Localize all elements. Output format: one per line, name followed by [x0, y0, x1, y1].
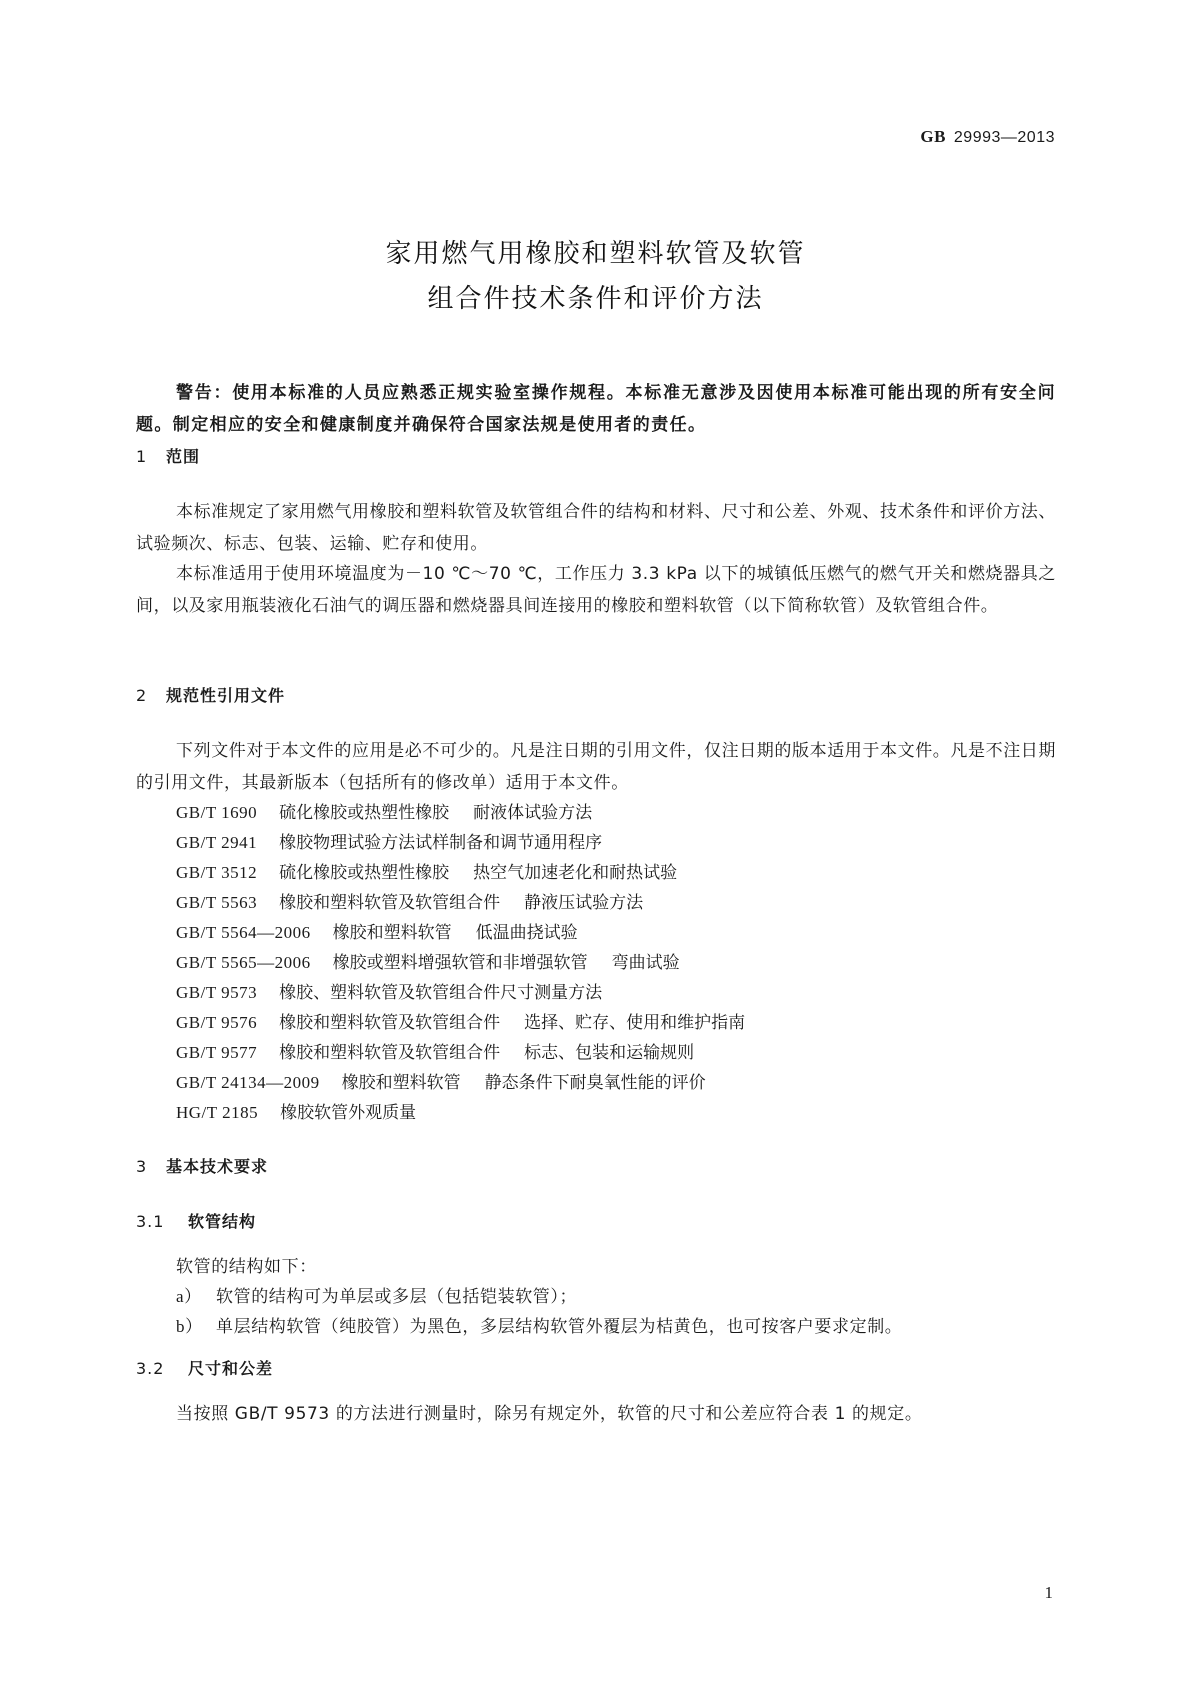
reference-code: GB/T 1690	[176, 803, 258, 822]
reference-title: 橡胶物理试验方法试样制备和调节通用程序	[279, 833, 603, 853]
reference-item	[176, 1008, 745, 1033]
reference-subtitle: 标志、包装和运输规则	[524, 1043, 695, 1063]
document-title-line1: 家用燃气用橡胶和塑料软管及软管	[385, 239, 806, 269]
reference-item	[176, 918, 578, 943]
scope-paragraph-2: 本标准适用于使用环境温度为－10 ℃～70 ℃，工作压力 3.3 kPa 以下的城镇低压燃气的燃气开关和燃烧器具之间，以及家用瓶装液化石油气的调压器和燃烧器具间连接用的橡胶和塑料软管（以下简称软管）及软管组合件。	[136, 564, 1056, 616]
reference-item	[176, 828, 626, 853]
section-title: 范围	[166, 447, 201, 466]
list-item-text: 软管的结构可为单层或多层（包括铠装软管）；	[216, 1287, 578, 1307]
reference-code: GB/T 9573	[176, 983, 258, 1002]
section-heading-scope	[136, 444, 200, 467]
reference-code: GB/T 9577	[176, 1043, 258, 1062]
reference-code: GB/T 2941	[176, 833, 258, 852]
warning-paragraph: 警告：使用本标准的人员应熟悉正规实验室操作规程。本标准无意涉及因使用本标准可能出现的所有安全问题。制定相应的安全和健康制度并确保符合国家法规是使用者的责任。	[136, 383, 1056, 435]
subsection-title: 软管结构	[188, 1212, 257, 1231]
reference-code: GB/T 5565—2006	[176, 953, 311, 972]
standard-number	[920, 127, 1055, 147]
section-number: 2	[136, 686, 148, 705]
reference-subtitle: 低温曲挠试验	[475, 923, 578, 943]
list-marker: a）	[176, 1287, 202, 1306]
section-number: 3	[136, 1157, 148, 1176]
reference-title: 橡胶、塑料软管及软管组合件尺寸测量方法	[279, 983, 603, 1003]
references-intro: 下列文件对于本文件的应用是必不可少的。凡是注日期的引用文件，仅注日期的版本适用于本文件。凡是不注日期的引用文件，其最新版本（包括所有的修改单）适用于本文件。	[136, 741, 1056, 793]
reference-subtitle: 静态条件下耐臭氧性能的评价	[484, 1073, 706, 1093]
section-title: 基本技术要求	[166, 1157, 269, 1176]
reference-item	[176, 798, 592, 823]
reference-subtitle: 静液压试验方法	[524, 893, 644, 913]
reference-subtitle: 选择、贮存、使用和维护指南	[524, 1013, 746, 1033]
standard-prefix: GB	[920, 127, 946, 146]
reference-title: 橡胶或塑料增强软管和非增强软管	[332, 953, 588, 973]
reference-title: 橡胶和塑料软管	[341, 1073, 461, 1093]
list-marker: b）	[176, 1317, 203, 1336]
page-number: 1	[1044, 1583, 1053, 1602]
reference-item	[176, 948, 680, 973]
scope-paragraph-1: 本标准规定了家用燃气用橡胶和塑料软管及软管组合件的结构和材料、尺寸和公差、外观、技术条件和评价方法、试验频次、标志、包装、运输、贮存和使用。	[136, 502, 1056, 554]
section-heading-basic-requirements	[136, 1154, 268, 1177]
reference-code: GB/T 5563	[176, 893, 258, 912]
subsection-number: 3.2	[136, 1359, 165, 1378]
reference-code: GB/T 24134—2009	[176, 1073, 320, 1092]
reference-subtitle: 耐液体试验方法	[473, 803, 593, 823]
document-title-line2: 组合件技术条件和评价方法	[427, 284, 764, 314]
reference-item	[176, 858, 677, 883]
reference-code: GB/T 9576	[176, 1013, 258, 1032]
section-heading-normative-references	[136, 683, 285, 706]
reference-item	[176, 978, 626, 1003]
reference-code: GB/T 3512	[176, 863, 258, 882]
standard-code: 29993—2013	[953, 129, 1055, 146]
subsection-heading-hose-structure	[136, 1209, 256, 1232]
list-item-a	[176, 1282, 577, 1307]
reference-code: GB/T 5564—2006	[176, 923, 311, 942]
reference-subtitle: 弯曲试验	[611, 953, 680, 973]
reference-title: 硫化橡胶或热塑性橡胶	[279, 863, 450, 883]
section-number: 1	[136, 447, 148, 466]
reference-item	[176, 888, 643, 913]
reference-title: 硫化橡胶或热塑性橡胶	[279, 803, 450, 823]
reference-title: 橡胶和塑料软管	[332, 923, 452, 943]
reference-code: HG/T 2185	[176, 1103, 259, 1122]
reference-item	[176, 1038, 694, 1063]
reference-item	[176, 1068, 706, 1093]
reference-item	[176, 1098, 440, 1123]
list-item-text: 单层结构软管（纯胶管）为黑色，多层结构软管外覆层为桔黄色，也可按客户要求定制。	[216, 1317, 903, 1337]
subsection-number: 3.1	[136, 1212, 165, 1231]
section-title: 规范性引用文件	[166, 686, 286, 705]
structure-intro: 软管的结构如下：	[176, 1257, 317, 1277]
list-item-b	[176, 1312, 902, 1337]
subsection-heading-dimensions-tolerances	[136, 1356, 273, 1379]
reference-title: 橡胶和塑料软管及软管组合件	[279, 1043, 501, 1063]
reference-subtitle: 热空气加速老化和耐热试验	[473, 863, 678, 883]
dimensions-text: 当按照 GB/T 9573 的方法进行测量时，除另有规定外，软管的尺寸和公差应符合表 1 的规定。	[176, 1404, 923, 1424]
reference-title: 橡胶和塑料软管及软管组合件	[279, 1013, 501, 1033]
reference-title: 橡胶软管外观质量	[280, 1103, 417, 1123]
reference-title: 橡胶和塑料软管及软管组合件	[279, 893, 501, 913]
subsection-title: 尺寸和公差	[188, 1359, 274, 1378]
